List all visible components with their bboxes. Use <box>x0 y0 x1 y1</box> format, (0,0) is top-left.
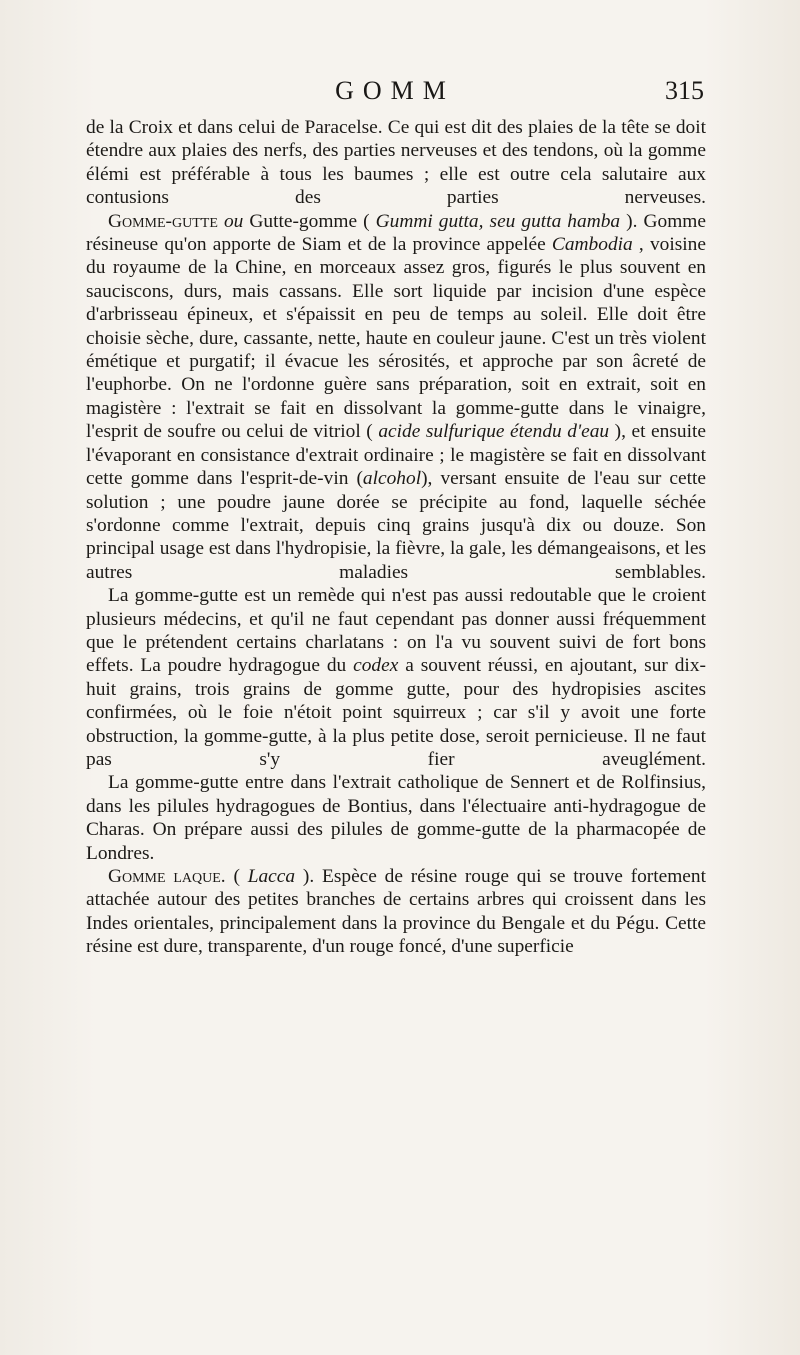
chemical-name: acide sulfurique étendu d'eau <box>378 421 610 443</box>
paragraph-gomme-laque <box>86 865 706 959</box>
paragraph-text: a souvent réussi, en ajoutant, sur dix-huit grains, trois grains de gomme gutte, pour des hydropisies ascites confirmées, où le foie n'étoit point squirreux ; car s'il y avoit une forte obstruction, la gomme-gutte, à la plus petite dose, seroit pernicieuse. Il ne faut pas s'y fier aveuglément. <box>86 655 706 770</box>
paragraph-text: Gomme résineuse qu'on apporte de Siam et de la province appelée <box>86 210 706 256</box>
paragraph-text: La gomme-gutte est un remède qui n'est pas aussi redoutable que le croient plusieurs médecins, et qu'il ne faut cependant pas donner aussi fréquemment que le prétendent certains charlatans : on l'a vu souvent suivi de fort bons effets. La poudre hydragogue du <box>86 585 706 677</box>
running-head: GOMM <box>335 76 455 105</box>
body-text <box>86 116 706 959</box>
paren-close: ). <box>626 210 638 232</box>
page-header <box>86 76 704 110</box>
paren-open: ( <box>233 866 240 887</box>
latin-name: Gummi gutta, seu gutta hamba <box>375 210 621 232</box>
chemical-name: alcohol <box>362 468 422 490</box>
paragraph-text: La gomme-gutte entre dans l'extrait catholique de Sennert et de Rolfinsius, dans les pilules hydragogues de Bontius, dans l'électuaire anti-hydragogue de Charas. On prépare aussi des pilules de gomme-gutte de la pharmacopée de Londres. <box>86 772 706 864</box>
paragraph-remede <box>86 584 706 771</box>
paragraph-text: de la Croix et dans celui de Paracelse. Ce qui est dit des plaies de la tête se doit étendre aux plaies des nerfs, des parties nerveuses et des tendons, où la gomme élémi est préférable à tous les baumes ; elle est outre cela salutaire aux contusions des parties nerveuses. <box>86 117 706 209</box>
paragraph-elemi-continued <box>86 116 706 210</box>
paragraph-text: ). Espèce de résine rouge qui se trouve fortement attachée autour des petites branches de certains arbres qui croissent dans les Indes orientales, principalement dans la province du Bengale et du Pégu. Cette résine est dure, transparente, d'un rouge foncé, d'une superficie <box>86 866 706 958</box>
paragraph-preparations <box>86 771 706 865</box>
synonym: Gutte-gomme ( <box>249 210 370 232</box>
page-number: 315 <box>665 76 704 105</box>
paragraph-text: , voisine du royaume de la Chine, en morceaux assez gros, figurés le plus souvent en sauciscons, durs, mais cassans. Elle sort liquide par incision d'une espèce d'arbrisseau épineux, et s'épaissit en peu de temps au soleil. Elle doit être choisie sèche, dure, cassante, nette, haute en couleur jaune. C'est un très violent émétique et purgatif; il évacue les sérosités, et approche par son âcreté de l'euphorbe. On ne l'ordonne guère sans préparation, soit en extrait, soit en magistère : l'extrait se fait en dissolvant la gomme-gutte dans le vinaigre, l'esprit de soufre ou celui de vitriol ( <box>86 234 706 443</box>
paragraph-text: ), versant ensuite de l'eau sur cette solution ; une poudre jaune dorée se précipite au fond, laquelle séchée s'ordonne comme l'extrait, depuis cinq grains jusqu'à dix ou douze. Son principal usage est dans l'hydropisie, la fièvre, la gale, les démangeaisons, et les autres maladies semblables. <box>86 468 706 583</box>
codex-ref: codex <box>353 655 399 677</box>
entry-term: Gomme-gutte <box>108 210 218 232</box>
paragraph-text: ), et ensuite l'évaporant en consistance d'extrait ordinaire ; le magistère se fait en dissolvant cette gomme dans l'esprit-de-vin ( <box>86 421 706 490</box>
conjunction: ou <box>223 210 244 232</box>
latin-name: Lacca <box>247 866 296 887</box>
place-name: Cambodia <box>551 234 633 256</box>
paragraph-gomme-gutte <box>86 210 706 585</box>
entry-term: Gomme laque. <box>108 866 226 887</box>
